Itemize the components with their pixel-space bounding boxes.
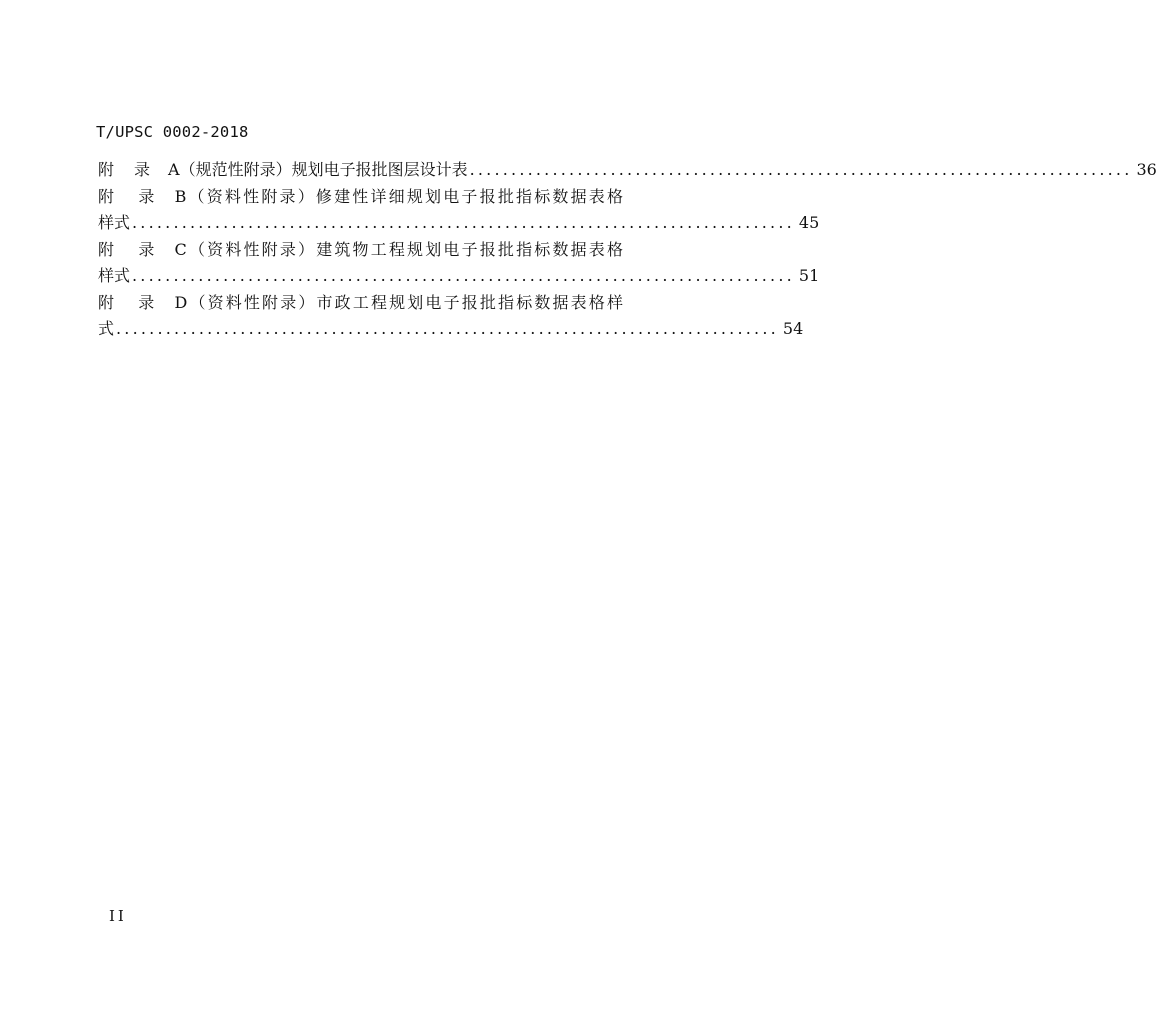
toc-page-number: 36 <box>1136 160 1157 179</box>
toc-entry-label: 附 录 D（资料性附录）市政工程规划电子报批指标数据表格样 <box>98 292 623 312</box>
toc-entry-label: 附 录 C（资料性附录）建筑物工程规划电子报批指标数据表格 <box>98 239 623 259</box>
table-of-contents <box>98 157 1157 343</box>
toc-page-number: 51 <box>798 266 820 285</box>
toc-entry-appendix-c-line1[interactable] <box>98 237 623 264</box>
toc-leader-dots: ................................................................................ <box>132 213 795 232</box>
toc-entry-appendix-d-line2[interactable] <box>98 316 804 343</box>
toc-entry-label: 附 录 B（资料性附录）修建性详细规划电子报批指标数据表格 <box>98 186 623 206</box>
toc-entry-label-continued: 式 <box>98 319 115 338</box>
page-footer-number: II <box>109 907 127 925</box>
toc-entry-appendix-c-line2[interactable] <box>98 263 820 290</box>
toc-entry-label: 附 录 A（规范性附录）规划电子报批图层设计表 <box>98 160 468 179</box>
document-code-header: T/UPSC 0002-2018 <box>96 123 249 141</box>
toc-page-number: 45 <box>798 213 820 232</box>
toc-entry-appendix-a[interactable] <box>98 157 1157 184</box>
toc-entry-appendix-d-line1[interactable] <box>98 290 623 317</box>
toc-leader-dots: ................................................................................ <box>469 160 1133 179</box>
toc-entry-label-continued: 样式 <box>98 213 131 232</box>
toc-entry-appendix-b-line2[interactable] <box>98 210 820 237</box>
toc-leader-dots: ................................................................................ <box>132 266 795 285</box>
toc-leader-dots: ................................................................................ <box>116 319 779 338</box>
toc-entry-appendix-b-line1[interactable] <box>98 184 623 211</box>
toc-entry-label-continued: 样式 <box>98 266 131 285</box>
toc-page-number: 54 <box>782 319 804 338</box>
